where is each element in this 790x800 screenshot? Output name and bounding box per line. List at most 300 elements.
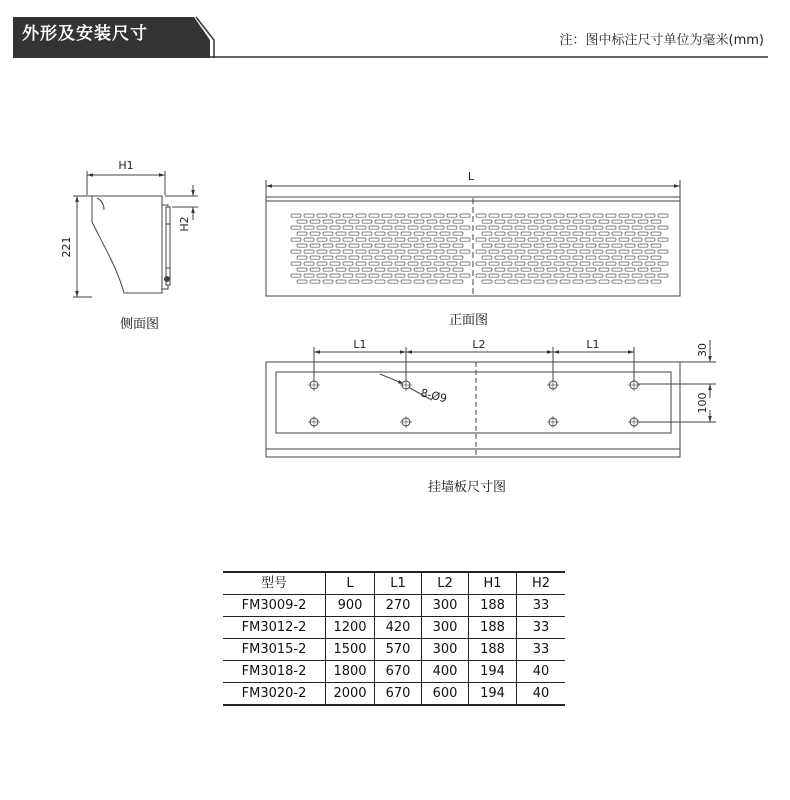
grille-slot <box>317 214 327 217</box>
grille-slot <box>460 226 470 229</box>
grille-slot <box>434 214 444 217</box>
plate-l2-label: L2 <box>472 338 486 351</box>
grille-slot <box>502 274 512 277</box>
grille-slot <box>382 250 392 253</box>
table-cell: FM3018-2 <box>223 661 326 683</box>
grille-slot <box>489 250 499 253</box>
grille-slot <box>573 244 583 247</box>
grille-slot <box>482 280 492 283</box>
grille-slot <box>593 274 603 277</box>
grille-slot <box>408 214 418 217</box>
grille-slot <box>515 226 525 229</box>
grille-slot <box>567 274 577 277</box>
grille-slot <box>625 268 635 271</box>
grille-slot <box>586 232 596 235</box>
grille-slot <box>349 232 359 235</box>
table-cell: 900 <box>326 595 375 617</box>
grille-slot <box>632 238 642 241</box>
table-cell: 40 <box>517 683 566 706</box>
grille-slot <box>632 226 642 229</box>
table-cell: 600 <box>422 683 469 706</box>
grille-slot <box>317 238 327 241</box>
grille-slot <box>291 214 301 217</box>
grille-slot <box>297 232 307 235</box>
grille-slot <box>476 238 486 241</box>
grille-slot <box>612 268 622 271</box>
table-cell: 1500 <box>326 639 375 661</box>
grille-slot <box>382 262 392 265</box>
grille-slot <box>651 220 661 223</box>
table-cell: 188 <box>469 639 517 661</box>
table-cell: FM3009-2 <box>223 595 326 617</box>
grille-slot <box>560 244 570 247</box>
plate-l1-left-label: L1 <box>353 338 367 351</box>
grille-slot <box>619 214 629 217</box>
grille-slot <box>554 250 564 253</box>
grille-slot <box>336 280 346 283</box>
grille-slot <box>619 274 629 277</box>
table-row <box>223 639 565 661</box>
grille-slot <box>401 256 411 259</box>
grille-slot <box>356 238 366 241</box>
grille-slot <box>508 256 518 259</box>
table-cell: 33 <box>517 617 566 639</box>
grille-slot <box>541 226 551 229</box>
grille-slot <box>453 268 463 271</box>
grille-slot <box>336 256 346 259</box>
grille-slot <box>651 244 661 247</box>
grille-slot <box>362 268 372 271</box>
grille-slot <box>580 274 590 277</box>
grille-slot <box>508 232 518 235</box>
grille-slot <box>362 232 372 235</box>
grille-slot <box>593 238 603 241</box>
grille-slot <box>521 256 531 259</box>
grille-slot <box>547 244 557 247</box>
grille-slot <box>408 238 418 241</box>
grille-slot <box>401 220 411 223</box>
grille-slot <box>508 244 518 247</box>
mount-holes <box>308 379 640 428</box>
grille-slot <box>421 214 431 217</box>
grille-slot <box>440 244 450 247</box>
grille-slot <box>408 262 418 265</box>
grille-slot <box>369 238 379 241</box>
grille-slot <box>547 256 557 259</box>
grille-slot <box>343 262 353 265</box>
grille-slot <box>447 226 457 229</box>
table-header-row <box>223 572 565 595</box>
mount-plate <box>266 340 716 457</box>
grille-slot <box>651 232 661 235</box>
mount-plate-caption: 挂墙板尺寸图 <box>428 480 507 495</box>
front-view-caption: 正面图 <box>449 313 489 328</box>
grille-slot <box>401 280 411 283</box>
header-h1: H1 <box>469 572 517 595</box>
grille-slot <box>586 280 596 283</box>
grille-slot <box>375 280 385 283</box>
grille-slot <box>291 238 301 241</box>
grille-slot <box>489 238 499 241</box>
grille-slot <box>297 256 307 259</box>
grille-slot <box>382 226 392 229</box>
grille-slot <box>619 226 629 229</box>
grille-slot <box>304 250 314 253</box>
grille-slot <box>521 268 531 271</box>
grille-slot <box>476 226 486 229</box>
grille-slot <box>593 262 603 265</box>
grille-slot <box>356 214 366 217</box>
grille-slot <box>304 274 314 277</box>
grille-slot <box>362 220 372 223</box>
grille-slot <box>508 220 518 223</box>
grille-slot <box>440 280 450 283</box>
header-h2: H2 <box>517 572 566 595</box>
grille-slot <box>343 214 353 217</box>
table-cell: 1800 <box>326 661 375 683</box>
units-note: 注：图中标注尺寸单位为毫米(mm) <box>559 33 764 48</box>
grille-slot <box>414 220 424 223</box>
grille-slot <box>573 232 583 235</box>
grille-slot <box>356 262 366 265</box>
grille-slot <box>593 226 603 229</box>
grille-slot <box>356 226 366 229</box>
grille-slot <box>547 268 557 271</box>
grille-slot <box>330 238 340 241</box>
grille-slot <box>427 268 437 271</box>
grille-slot <box>388 232 398 235</box>
grille-slot <box>521 244 531 247</box>
table-cell: 188 <box>469 617 517 639</box>
table-cell: 33 <box>517 639 566 661</box>
table-row <box>223 617 565 639</box>
grille-slot <box>586 220 596 223</box>
grille-slot <box>356 274 366 277</box>
grille-slot <box>541 274 551 277</box>
grille-slot <box>619 238 629 241</box>
grille-slot <box>651 268 661 271</box>
grille-slot <box>586 256 596 259</box>
grille-slot <box>645 238 655 241</box>
grille-slot <box>375 232 385 235</box>
grille-slot <box>427 256 437 259</box>
grille-slot <box>599 232 609 235</box>
table-cell: 1200 <box>326 617 375 639</box>
grille-slot <box>580 262 590 265</box>
grille-slot <box>476 250 486 253</box>
grille-slot <box>534 268 544 271</box>
grille-slot <box>414 232 424 235</box>
grille-slot <box>297 220 307 223</box>
grille-slot <box>515 262 525 265</box>
grille-slot <box>369 226 379 229</box>
grille-slot <box>447 274 457 277</box>
table-cell: 400 <box>422 661 469 683</box>
grille-slot <box>625 232 635 235</box>
table-cell: 670 <box>375 661 422 683</box>
grille-slot <box>495 280 505 283</box>
grille-slot <box>310 268 320 271</box>
table-cell: FM3020-2 <box>223 683 326 706</box>
table-row <box>223 661 565 683</box>
grille-slot <box>599 268 609 271</box>
plate-hole-spacing-label: 100 <box>696 392 709 414</box>
grille-slot <box>567 226 577 229</box>
grille-slot <box>638 232 648 235</box>
grille-slot <box>317 274 327 277</box>
grille-slot <box>580 226 590 229</box>
grille-slot <box>349 280 359 283</box>
grille-slot <box>330 226 340 229</box>
grille-slot <box>388 220 398 223</box>
grille-slot <box>482 268 492 271</box>
grille-slot <box>651 256 661 259</box>
grille-slot <box>304 214 314 217</box>
grille-slot <box>323 232 333 235</box>
grille-slot <box>658 214 668 217</box>
grille-slot <box>658 250 668 253</box>
grille-slot <box>356 250 366 253</box>
side-view-caption: 侧面图 <box>120 317 160 332</box>
grille-slot <box>330 250 340 253</box>
header-l2: L2 <box>422 572 469 595</box>
grille-slot <box>521 232 531 235</box>
grille-slot <box>297 268 307 271</box>
grille-slot <box>482 256 492 259</box>
grille-slot <box>421 226 431 229</box>
grille-slot <box>369 262 379 265</box>
table-cell: 300 <box>422 639 469 661</box>
grille-slot <box>291 274 301 277</box>
grille-slot <box>560 220 570 223</box>
grille-slot <box>521 220 531 223</box>
grille-slot <box>401 244 411 247</box>
grille-slot <box>388 280 398 283</box>
grille-slot <box>323 280 333 283</box>
header-l: L <box>326 572 375 595</box>
table-cell: 300 <box>422 617 469 639</box>
grille-slot <box>343 274 353 277</box>
grille-slot <box>495 232 505 235</box>
grille-slot <box>440 232 450 235</box>
grille-slot <box>560 232 570 235</box>
table-cell: 420 <box>375 617 422 639</box>
grille-slot <box>362 256 372 259</box>
grille-slot <box>336 220 346 223</box>
grille-slot <box>330 262 340 265</box>
grille-slot <box>612 232 622 235</box>
side-view-h1-label: H1 <box>118 159 134 172</box>
grille-slot <box>560 268 570 271</box>
grille-slot <box>645 214 655 217</box>
grille-slot <box>440 268 450 271</box>
front-view <box>266 180 680 296</box>
grille-slot <box>489 226 499 229</box>
grille-slot <box>395 238 405 241</box>
side-view <box>73 171 198 297</box>
grille-slot <box>619 250 629 253</box>
grille-slot <box>541 214 551 217</box>
grille-slot <box>369 214 379 217</box>
grille-slot <box>547 280 557 283</box>
grille-slot <box>343 226 353 229</box>
grille-slot <box>554 238 564 241</box>
grille-slot <box>593 214 603 217</box>
grille-slot <box>421 262 431 265</box>
grille-slot <box>453 256 463 259</box>
grille-slot <box>489 214 499 217</box>
grille-slot <box>502 262 512 265</box>
grille-slot <box>382 238 392 241</box>
grille-slot <box>502 214 512 217</box>
front-view-length-label: L <box>467 170 475 183</box>
grille-slot <box>515 238 525 241</box>
grille-slot <box>453 220 463 223</box>
grille-slot <box>658 238 668 241</box>
grille-slot <box>612 280 622 283</box>
grille-slot <box>606 262 616 265</box>
grille-slot <box>388 256 398 259</box>
grille-slot <box>408 250 418 253</box>
grille-slot <box>658 262 668 265</box>
grille-slot <box>638 280 648 283</box>
grille-slot <box>330 214 340 217</box>
grille-slot <box>632 274 642 277</box>
grille-slot <box>395 226 405 229</box>
grille-slot <box>651 280 661 283</box>
grille-slot <box>323 244 333 247</box>
grille-slot <box>291 250 301 253</box>
grille-slot <box>508 268 518 271</box>
grille-slot <box>547 232 557 235</box>
grille-slot <box>375 268 385 271</box>
grille-slot <box>645 274 655 277</box>
grille-slot <box>638 244 648 247</box>
grille-slot <box>612 244 622 247</box>
grille-slot <box>619 262 629 265</box>
table-cell: 188 <box>469 595 517 617</box>
grille-slot <box>586 244 596 247</box>
grille-slot <box>297 280 307 283</box>
grille-slot <box>336 268 346 271</box>
table-row <box>223 595 565 617</box>
grille-slot <box>638 220 648 223</box>
grille-slot <box>349 256 359 259</box>
grille-slot <box>554 262 564 265</box>
grille-slot <box>632 214 642 217</box>
grille-slot <box>554 226 564 229</box>
grille-slot <box>638 256 648 259</box>
grille-slot <box>349 220 359 223</box>
grille-slot <box>599 244 609 247</box>
grille-slot <box>408 226 418 229</box>
grille-slot <box>453 280 463 283</box>
grille-slot <box>593 250 603 253</box>
grille-slot <box>336 244 346 247</box>
grille-slot <box>375 244 385 247</box>
grille-slot <box>567 250 577 253</box>
grille-slot <box>310 280 320 283</box>
dimensions-table <box>223 571 565 706</box>
grille-slot <box>606 226 616 229</box>
grille-slot <box>476 214 486 217</box>
grille-slot <box>541 250 551 253</box>
table-cell: 194 <box>469 661 517 683</box>
grille-slot <box>528 226 538 229</box>
table-cell: 33 <box>517 595 566 617</box>
grille-slot <box>427 244 437 247</box>
grille-slot <box>440 256 450 259</box>
front-grille <box>291 214 668 283</box>
grille-slot <box>447 214 457 217</box>
grille-slot <box>421 238 431 241</box>
grille-slot <box>567 262 577 265</box>
grille-slot <box>599 256 609 259</box>
grille-slot <box>508 280 518 283</box>
grille-slot <box>502 226 512 229</box>
grille-slot <box>645 226 655 229</box>
grille-slot <box>395 214 405 217</box>
grille-slot <box>580 214 590 217</box>
grille-slot <box>547 220 557 223</box>
grille-slot <box>343 250 353 253</box>
grille-slot <box>599 220 609 223</box>
grille-slot <box>528 214 538 217</box>
grille-slot <box>336 232 346 235</box>
grille-slot <box>388 268 398 271</box>
grille-slot <box>495 256 505 259</box>
grille-slot <box>323 220 333 223</box>
header-model: 型号 <box>223 572 326 595</box>
table-cell: 570 <box>375 639 422 661</box>
grille-slot <box>414 280 424 283</box>
grille-slot <box>395 250 405 253</box>
grille-slot <box>323 256 333 259</box>
grille-slot <box>632 250 642 253</box>
grille-slot <box>580 238 590 241</box>
grille-slot <box>489 274 499 277</box>
grille-slot <box>515 250 525 253</box>
grille-slot <box>401 232 411 235</box>
grille-slot <box>310 244 320 247</box>
grille-slot <box>434 250 444 253</box>
grille-slot <box>625 220 635 223</box>
grille-slot <box>382 274 392 277</box>
grille-slot <box>460 214 470 217</box>
grille-slot <box>573 268 583 271</box>
grille-slot <box>447 250 457 253</box>
table-cell: 40 <box>517 661 566 683</box>
grille-slot <box>369 250 379 253</box>
grille-slot <box>580 250 590 253</box>
grille-slot <box>560 256 570 259</box>
grille-slot <box>495 268 505 271</box>
grille-slot <box>427 280 437 283</box>
grille-slot <box>528 250 538 253</box>
grille-slot <box>453 232 463 235</box>
grille-slot <box>434 262 444 265</box>
grille-slot <box>317 250 327 253</box>
grille-slot <box>573 220 583 223</box>
grille-slot <box>317 226 327 229</box>
grille-slot <box>567 238 577 241</box>
grille-slot <box>421 274 431 277</box>
grille-slot <box>414 268 424 271</box>
table-cell: FM3012-2 <box>223 617 326 639</box>
grille-slot <box>606 250 616 253</box>
grille-slot <box>421 250 431 253</box>
grille-slot <box>408 274 418 277</box>
